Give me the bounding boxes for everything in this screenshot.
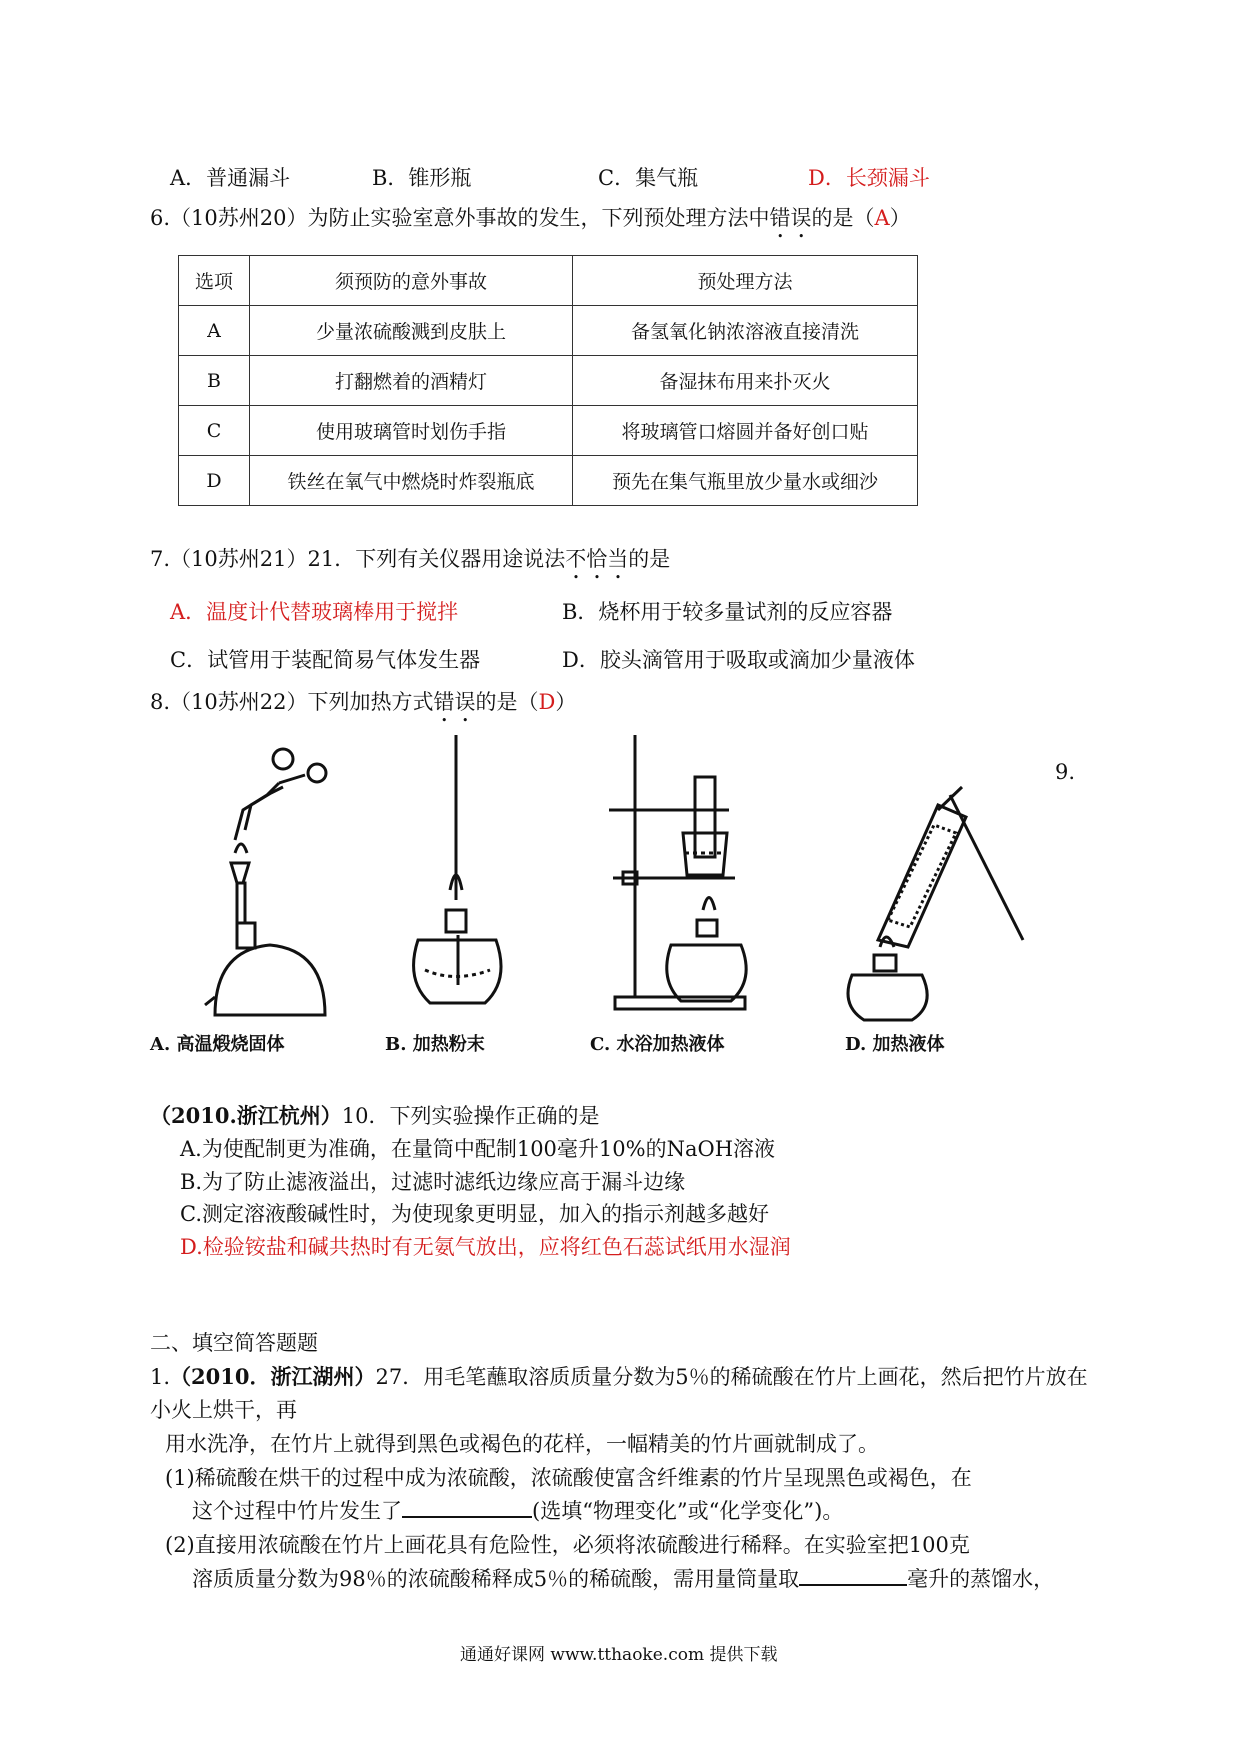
section-heading: 二、填空简答题题 <box>150 1331 318 1355</box>
q10-option-c: C.测定溶液酸碱性时，为使现象更明显，加入的指示剂越多越好 <box>180 1202 769 1226</box>
answer-blank[interactable] <box>799 1566 907 1586</box>
table-row: D 铁丝在氧气中燃烧时炸裂瓶底 预先在集气瓶里放少量水或细沙 <box>179 456 918 506</box>
q10-option-d: D.检验铵盐和碱共热时有无氨气放出，应将红色石蕊试纸用水湿润 <box>180 1235 791 1259</box>
q7-option-b: B．烧杯用于较多量试剂的反应容器 <box>562 600 893 624</box>
s2-part1-line2: 这个过程中竹片发生了 (选填“物理变化”或“化学变化”)。 <box>192 1499 844 1523</box>
q5-option-d: D．长颈漏斗 <box>808 166 930 190</box>
table-row: C 使用玻璃管时划伤手指 将玻璃管口熔圆并备好创口贴 <box>179 406 918 456</box>
q10-question: （2010.浙江杭州）10．下列实验操作正确的是 <box>150 1103 600 1128</box>
figure-a-calcining <box>195 735 365 1025</box>
q5-option-b: B．锥形瓶 <box>372 166 472 190</box>
s2-part2-line2: 溶质质量分数为98％的浓硫酸稀释成5％的稀硫酸，需用量筒量取 毫升的蒸馏水， <box>192 1567 1055 1591</box>
q6-table <box>178 255 918 506</box>
q5-option-a: A．普通漏斗 <box>170 166 291 190</box>
figure-d-heating-liquid <box>838 735 1038 1025</box>
q10-option-a: A.为使配制更为准确，在量筒中配制100毫升10%的NaOH溶液 <box>180 1137 776 1161</box>
s2-part1-line1: (1)稀硫酸在烘干的过程中成为浓硫酸，浓硫酸使富含纤维素的竹片呈现黑色或褐色，在 <box>165 1466 972 1490</box>
q7-option-a: A．温度计代替玻璃棒用于搅拌 <box>170 600 459 624</box>
q8-question: 8.（10苏州22）下列加热方式错误的是（D） <box>150 690 577 714</box>
table-row: B 打翻燃着的酒精灯 备湿抹布用来扑灭火 <box>179 356 918 406</box>
answer-blank[interactable] <box>402 1498 532 1518</box>
table-row: A 少量浓硫酸溅到皮肤上 备氢氧化钠浓溶液直接清洗 <box>179 306 918 356</box>
figure-c-water-bath <box>605 735 785 1035</box>
q7-option-c: C．试管用于装配简易气体发生器 <box>170 648 481 672</box>
q5-option-c: C．集气瓶 <box>598 166 699 190</box>
caption-c: C. 水浴加热液体 <box>590 1034 725 1055</box>
q9-label: 9. <box>1055 760 1076 784</box>
q7-question: 7.（10苏州21）21．下列有关仪器用途说法不恰当的是 <box>150 547 671 571</box>
footer: 通通好课网 www.tthaoke.com 提供下载 <box>460 1645 778 1665</box>
s2-q1-line3: 用水洗净，在竹片上就得到黑色或褐色的花样，一幅精美的竹片画就制成了。 <box>165 1432 879 1456</box>
q10-option-b: B.为了防止滤液溢出，过滤时滤纸边缘应高于漏斗边缘 <box>180 1170 686 1194</box>
caption-d: D. 加热液体 <box>845 1034 945 1055</box>
s2-q1-line1: 1.（2010．浙江湖州）27．用毛笔蘸取溶质质量分数为5％的稀硫酸在竹片上画花，然后把竹片放在 <box>150 1364 1088 1389</box>
s2-part2-line1: (2)直接用浓硫酸在竹片上画花具有危险性，必须将浓硫酸进行稀释。在实验室把100克 <box>165 1533 970 1557</box>
caption-b: B. 加热粉末 <box>385 1034 485 1055</box>
q7-option-d: D．胶头滴管用于吸取或滴加少量液体 <box>562 648 915 672</box>
q6-question: 6.（10苏州20）为防止实验室意外事故的发生，下列预处理方法中错误的是（A） <box>150 206 911 230</box>
s2-q1-line2: 小火上烘干，再 <box>150 1398 297 1422</box>
caption-a: A. 高温煅烧固体 <box>150 1034 285 1055</box>
figure-b-heating-powder <box>400 735 540 1025</box>
table-header-row: 选项 须预防的意外事故 预处理方法 <box>179 256 918 306</box>
